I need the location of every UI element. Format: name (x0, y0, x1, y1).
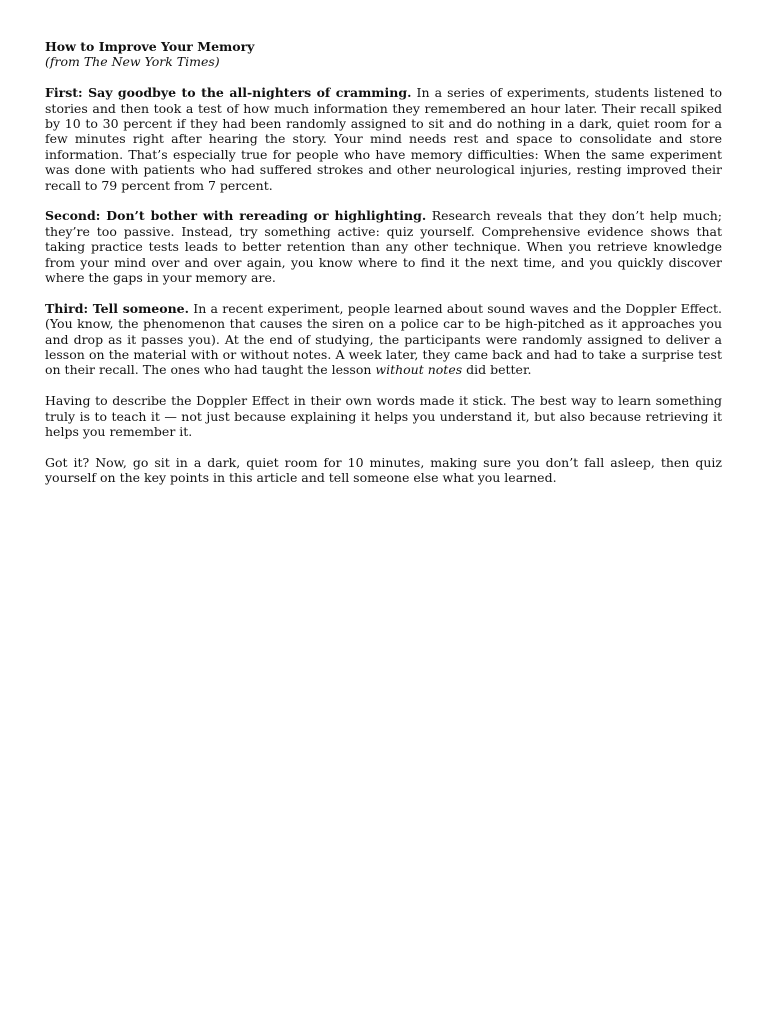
document-title: How to Improve Your Memory (45, 39, 255, 54)
paragraph-fourth (45, 393, 722, 439)
document-page (45, 39, 722, 501)
paragraph-first-body: In a series of experiments, students listened to stories and then took a test of how much information they remembered an hour later. Their recall spiked by 10 to 30 percent if they had been randomly assigned to sit and do nothing in a dark, quiet room for a few minutes right after hearing the story. Your mind needs rest and space to consolidate and store information. That’s especially true for people who have memory difficulties: When the same experiment was done with patients who had suffered strokes and other neurological injuries, resting improved their recall to 79 percent from 7 percent. (45, 85, 723, 193)
paragraph-second-lead: Second: Don’t bother with rereading or highlighting. (45, 208, 427, 224)
paragraph-fifth-body: Got it? Now, go sit in a dark, quiet room for 10 minutes, making sure you don’t fall asleep, then quiz yourself on the key points in this article and tell someone else what you learned. (45, 454, 722, 486)
paragraph-third-lead: Third: Tell someone. (45, 300, 189, 316)
paragraph-second (45, 208, 722, 285)
paragraph-third-emphasis: without notes (375, 362, 463, 378)
paragraph-second-body: Research reveals that they don’t help much; they’re too passive. Instead, try something active: quiz yourself. Comprehensive evidence shows that taking practice tests leads to better retention than any other technique. When you retrieve knowledge from your mind over and over again, you know where to find it the next time, and you quickly discover where the gaps in your memory are. (45, 208, 722, 286)
document-source: (from The New York Times) (45, 54, 220, 70)
paragraph-fifth (45, 455, 722, 486)
paragraph-first-lead: First: Say goodbye to the all-nighters of cramming. (45, 85, 412, 101)
paragraph-third-body-after: did better. (462, 362, 532, 378)
paragraph-third-body-before: In a recent experiment, people learned about sound waves and the Doppler Effect. (You know, the phenomenon that causes the siren on a police car to be high-pitched as it approaches you and drop as it passes you). At the end of studying, the participants were randomly assigned to deliver a lesson on the material with or without notes. A week later, they came back and had to take a surprise test on their recall. The ones who had taught the lesson (45, 300, 722, 378)
paragraph-first (45, 85, 722, 193)
paragraph-third (45, 301, 722, 378)
paragraph-fourth-body: Having to describe the Doppler Effect in their own words made it stick. The best way to learn something truly is to teach it — not just because explaining it helps you understand it, but also because retrieving it helps you remember it. (45, 393, 722, 440)
